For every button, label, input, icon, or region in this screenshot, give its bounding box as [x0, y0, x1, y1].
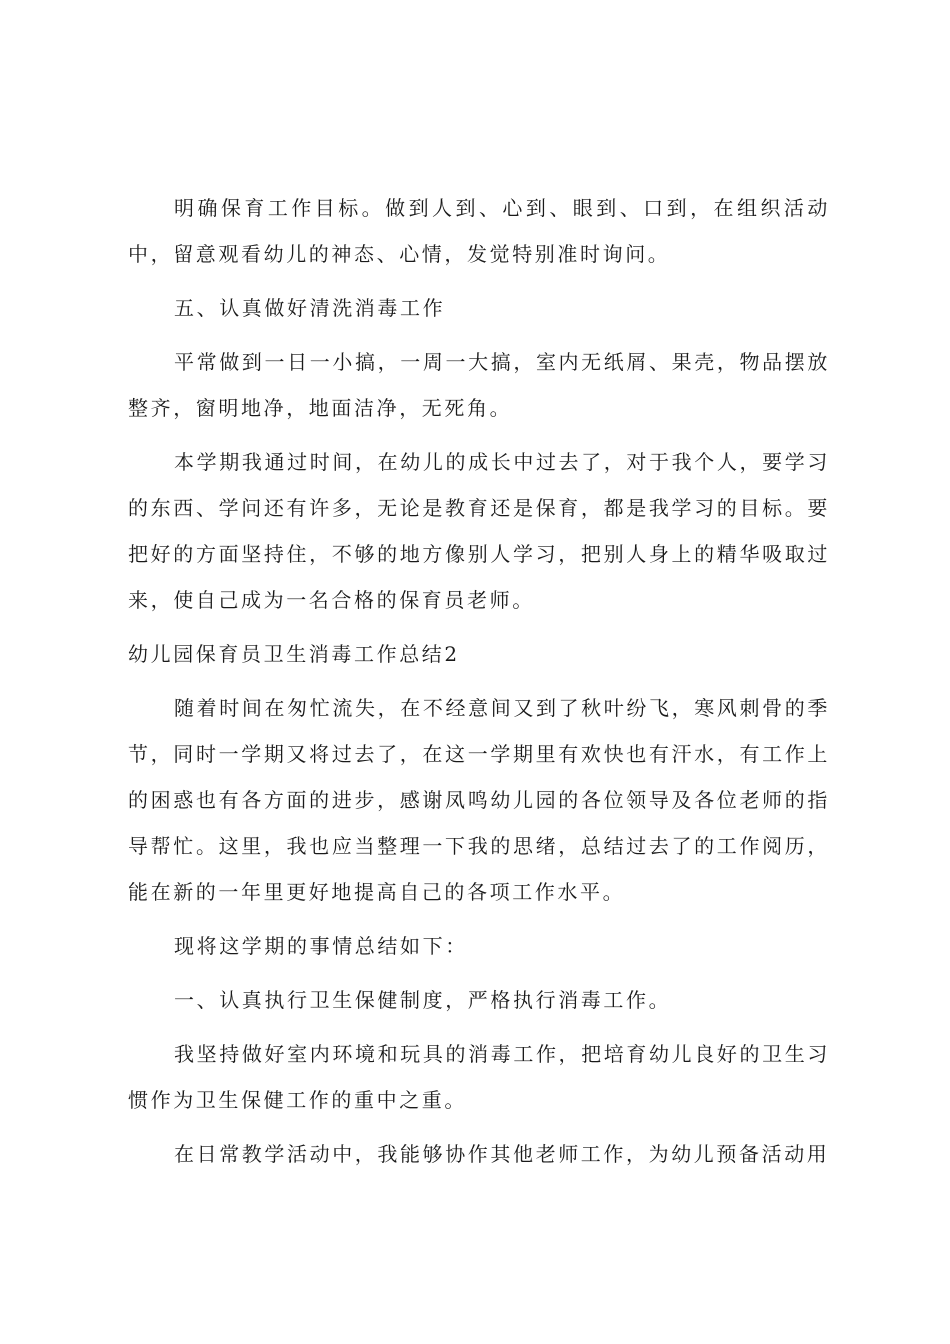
document-page [128, 185, 830, 1177]
paragraph-goal: 明确保育工作目标。做到人到、心到、眼到、口到，在组织活动中，留意观看幼儿的神态、心情，发觉特别准时询问。 [128, 196, 830, 266]
document-title-2: 幼儿园保育员卫生消毒工作总结2 [128, 642, 460, 666]
paragraph-daily-activities: 在日常教学活动中，我能够协作其他老师工作，为幼儿预备活动用 [174, 1142, 830, 1166]
paragraph-summary-lead: 现将这学期的事情总结如下： [174, 934, 468, 958]
section-heading-hygiene: 一、认真执行卫生保健制度，严格执行消毒工作。 [174, 988, 672, 1012]
paragraph-disinfection: 我坚持做好室内环境和玩具的消毒工作，把培育幼儿良好的卫生习惯作为卫生保健工作的重中之重。 [128, 1042, 830, 1112]
paragraph-cleaning: 平常做到一日一小搞，一周一大搞，室内无纸屑、果壳，物品摆放整齐，窗明地净，地面洁净，无死角。 [128, 350, 830, 420]
paragraph-intro: 随着时间在匆忙流失，在不经意间又到了秋叶纷飞，寒风刺骨的季节，同时一学期又将过去了，在这一学期里有欢快也有汗水，有工作上的困惑也有各方面的进步，感谢凤鸣幼儿园的各位领导及各位老师的指导帮忙。这里，我也应当整理一下我的思绪，总结过去了的工作阅历，能在新的一年里更好地提高自己的各项工作水平。 [128, 696, 830, 904]
section-heading-cleaning: 五、认真做好清洗消毒工作 [174, 296, 446, 320]
paragraph-semester-summary: 本学期我通过时间，在幼儿的成长中过去了，对于我个人，要学习的东西、学问还有许多，无论是教育还是保育，都是我学习的目标。要把好的方面坚持住，不够的地方像别人学习，把别人身上的精华吸取过来，使自己成为一名合格的保育员老师。 [128, 450, 830, 612]
